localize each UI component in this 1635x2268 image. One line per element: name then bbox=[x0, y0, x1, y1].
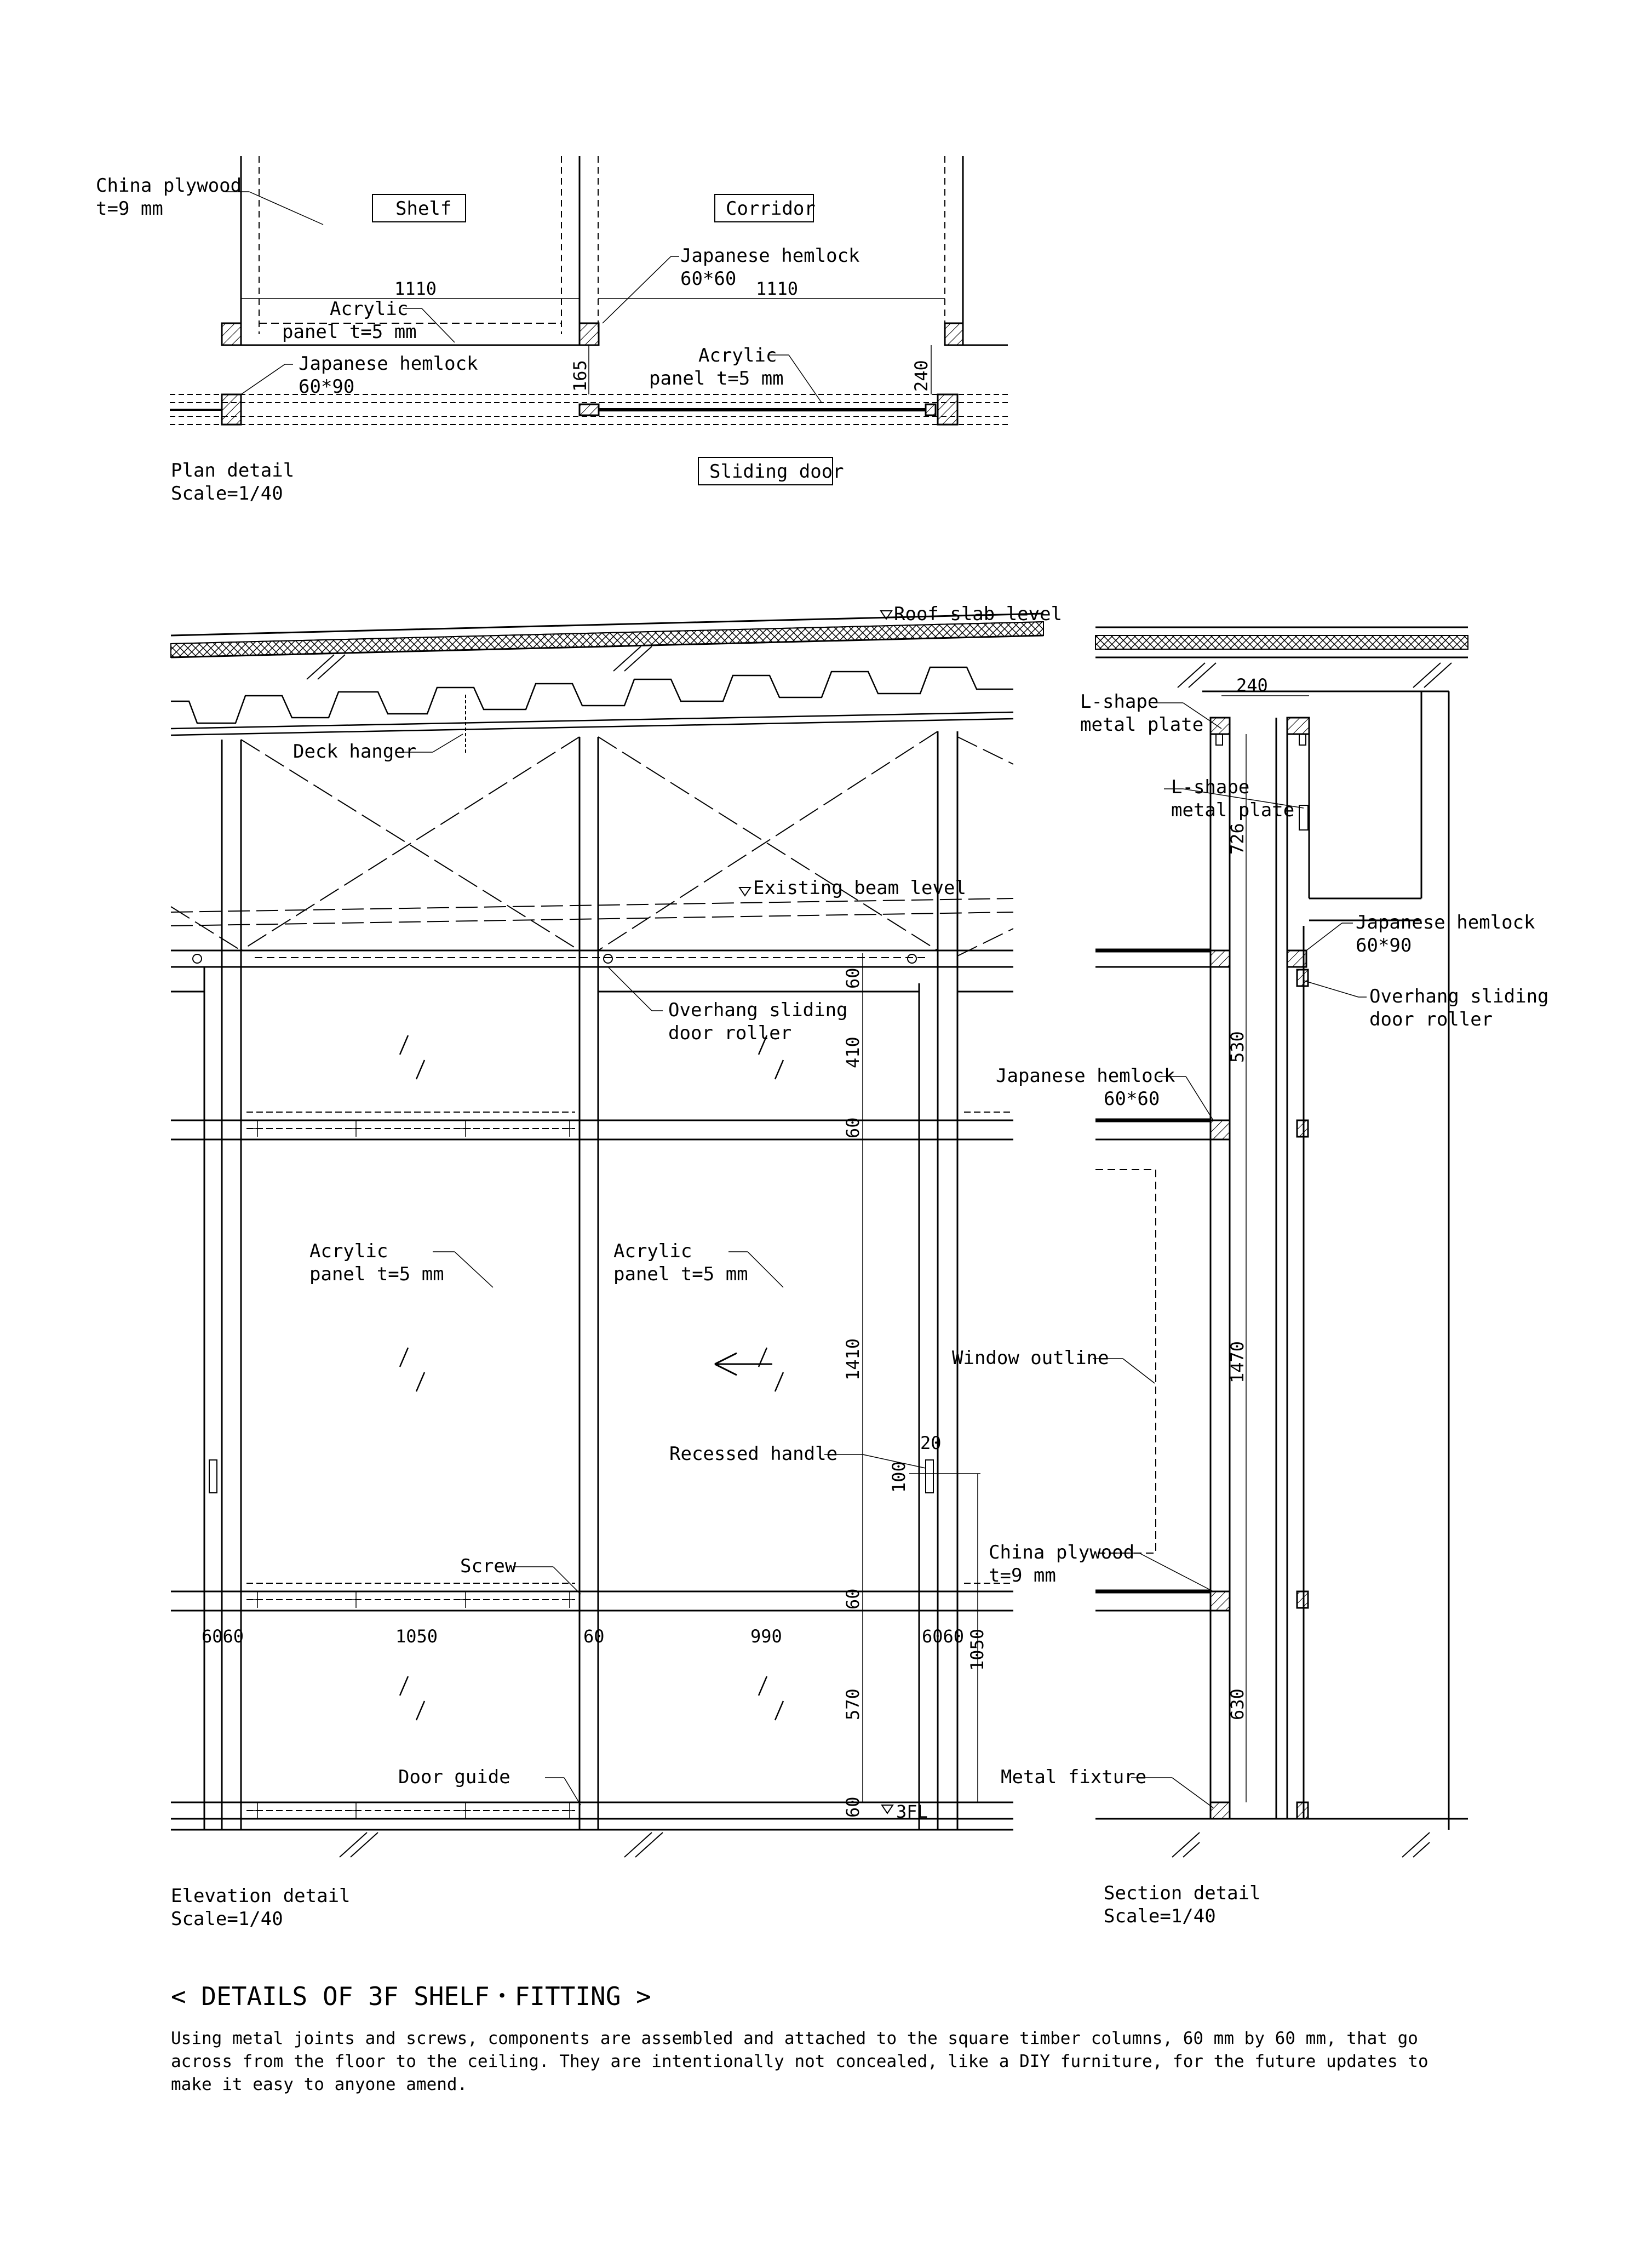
acrylic-right-thickness: panel t=5 mm bbox=[613, 1263, 748, 1285]
dim-60-c: 60 bbox=[842, 1796, 863, 1818]
plan-acrylic-b-thickness: panel t=5 mm bbox=[649, 368, 784, 390]
sheet-title: < DETAILS OF 3F SHELF・FITTING > bbox=[171, 1981, 651, 2011]
section-roller-label: Overhang sliding bbox=[1369, 986, 1549, 1007]
dim-1050: 1050 bbox=[395, 1626, 438, 1647]
dim-6060-left: 6060 bbox=[202, 1626, 244, 1647]
metal-fixture-label: Metal fixture bbox=[1001, 1766, 1147, 1788]
acrylic-right-label: Acrylic bbox=[613, 1240, 692, 1262]
acrylic-left-thickness: panel t=5 mm bbox=[309, 1263, 444, 1285]
plan-dim-165: 165 bbox=[570, 360, 590, 392]
plan-corridor-label: Corridor bbox=[726, 198, 816, 220]
plan-dim-240: 240 bbox=[911, 360, 932, 392]
section-scale: Scale=1/40 bbox=[1104, 1905, 1216, 1927]
plan-hemlock-a-label: Japanese hemlock bbox=[680, 245, 860, 267]
door-guide-label: Door guide bbox=[398, 1766, 510, 1788]
dim-1050-vertical: 1050 bbox=[967, 1628, 988, 1671]
section-dim-726: 726 bbox=[1227, 823, 1248, 855]
lshape-plate-b-label-2: metal plate bbox=[1171, 799, 1295, 821]
deck-hanger-label: Deck hanger bbox=[293, 741, 417, 763]
section-labels bbox=[952, 675, 1549, 1927]
elevation-roller-label: Overhang sliding bbox=[668, 999, 848, 1021]
elevation-labels bbox=[171, 603, 1062, 1930]
plan-caption: Plan detail bbox=[171, 460, 295, 482]
plan-acrylic-a-label: Acrylic bbox=[330, 298, 409, 320]
dim-570: 570 bbox=[842, 1688, 863, 1720]
section-dim-240: 240 bbox=[1236, 675, 1268, 696]
floor-3fl-label: 3FL bbox=[896, 1801, 928, 1822]
dim-60-a: 60 bbox=[842, 1117, 863, 1138]
elevation-detail bbox=[171, 611, 1043, 1857]
plan-plywood-label: China plywood bbox=[96, 175, 242, 197]
plan-acrylic-a-thickness: panel t=5 mm bbox=[282, 321, 417, 343]
dim-1410: 1410 bbox=[842, 1338, 863, 1381]
plan-hemlock-b-size: 60*90 bbox=[299, 376, 355, 398]
section-plywood-label: China plywood bbox=[989, 1542, 1135, 1563]
acrylic-left-label: Acrylic bbox=[309, 1240, 388, 1262]
section-plywood-thickness: t=9 mm bbox=[989, 1565, 1056, 1587]
existing-beam-level-label: Existing beam level bbox=[753, 877, 966, 899]
plan-shelf-label: Shelf bbox=[395, 198, 452, 220]
plan-hemlock-b-label: Japanese hemlock bbox=[299, 353, 478, 375]
elevation-scale: Scale=1/40 bbox=[171, 1908, 283, 1930]
plan-acrylic-b-label: Acrylic bbox=[698, 345, 777, 366]
plan-detail bbox=[170, 156, 1008, 485]
section-dim-630: 630 bbox=[1227, 1688, 1248, 1720]
dim-60-b: 60 bbox=[842, 1588, 863, 1610]
dim-6060-right: 6060 bbox=[922, 1626, 965, 1647]
section-dim-530: 530 bbox=[1227, 1031, 1248, 1063]
plan-plywood-thickness: t=9 mm bbox=[96, 198, 163, 220]
sheet-description: Using metal joints and screws, components are assembled and attached to the square timber columns, 60 mm by 60 mm, that go across from the floor to the ceiling. They are intentionally not concealed, like a DIY furniture, for the future updates to make it easy to anyone amend. bbox=[171, 2029, 1429, 2094]
section-hemlock-a-size: 60*90 bbox=[1356, 935, 1412, 957]
roof-slab-level-label: Roof slab level bbox=[894, 603, 1063, 625]
dim-100: 100 bbox=[888, 1461, 909, 1493]
section-hemlock-a-label: Japanese hemlock bbox=[1356, 912, 1535, 933]
dim-60-top: 60 bbox=[842, 967, 863, 989]
window-outline-label: Window outline bbox=[952, 1347, 1109, 1369]
section-hemlock-b-size: 60*60 bbox=[1104, 1088, 1160, 1110]
plan-dim-1110-right: 1110 bbox=[756, 278, 799, 299]
dim-20: 20 bbox=[920, 1433, 942, 1453]
section-caption: Section detail bbox=[1104, 1882, 1261, 1904]
plan-sliding-door-label: Sliding door bbox=[709, 461, 844, 483]
plan-scale: Scale=1/40 bbox=[171, 483, 283, 505]
dim-60-mid: 60 bbox=[583, 1626, 605, 1647]
recessed-handle-label: Recessed handle bbox=[669, 1443, 838, 1465]
screw-label: Screw bbox=[460, 1555, 517, 1577]
lshape-plate-b-label: L-shape bbox=[1171, 776, 1250, 798]
plan-hemlock-a-size: 60*60 bbox=[680, 268, 737, 290]
dim-410: 410 bbox=[842, 1036, 863, 1068]
plan-dim-1110-left: 1110 bbox=[394, 278, 437, 299]
section-roller-label-2: door roller bbox=[1369, 1009, 1493, 1030]
section-dim-1470: 1470 bbox=[1227, 1341, 1248, 1383]
dim-990: 990 bbox=[750, 1626, 782, 1647]
lshape-plate-a-label-2: metal plate bbox=[1080, 714, 1204, 736]
elevation-caption: Elevation detail bbox=[171, 1885, 351, 1907]
section-hemlock-b-label: Japanese hemlock bbox=[996, 1065, 1175, 1087]
elevation-roller-label-2: door roller bbox=[668, 1022, 792, 1044]
lshape-plate-a-label: L-shape bbox=[1080, 691, 1159, 713]
